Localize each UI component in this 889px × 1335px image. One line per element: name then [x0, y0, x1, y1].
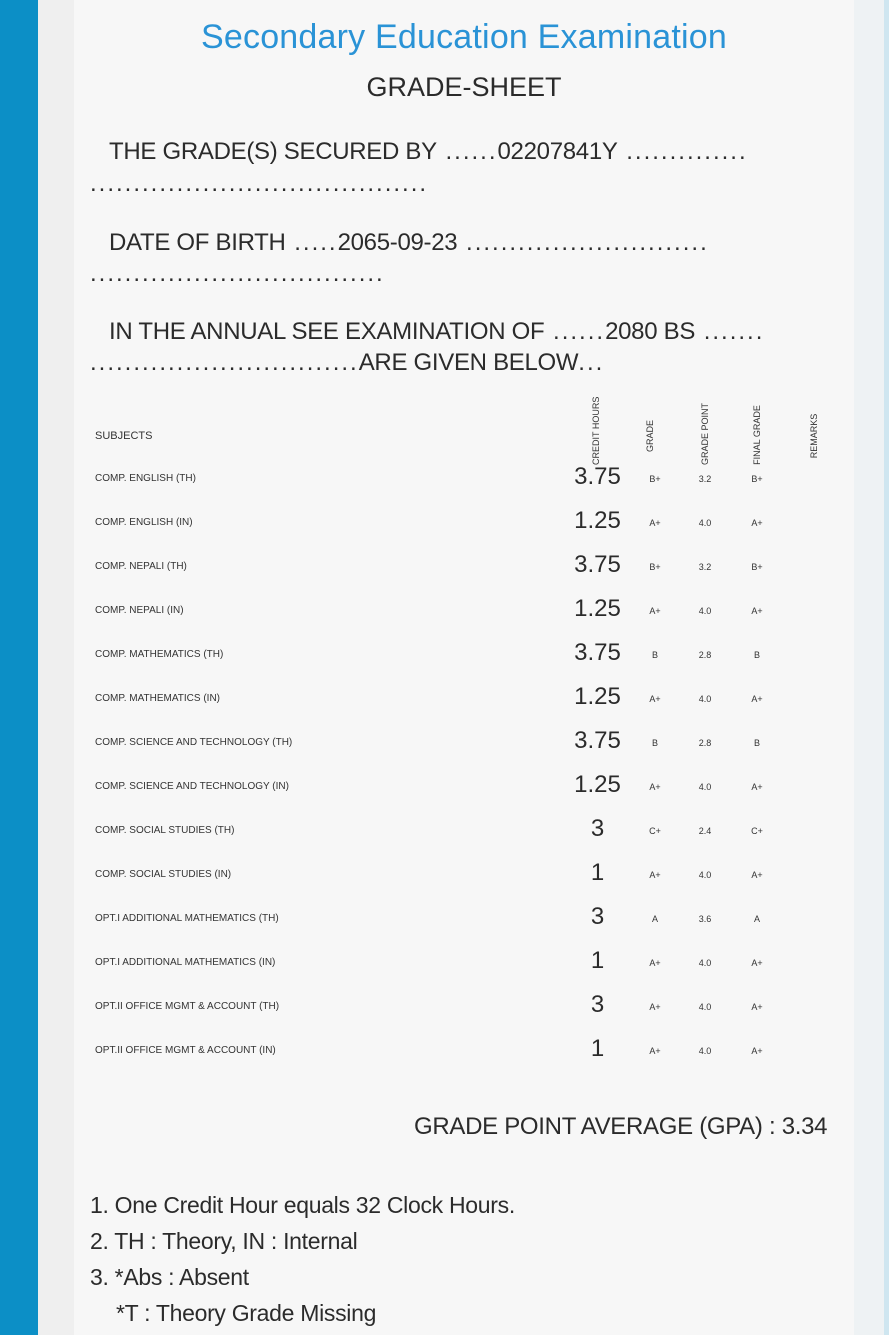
credit-hours: 3: [590, 991, 605, 1018]
subject-name: COMP. ENGLISH (TH): [95, 473, 196, 484]
header-subjects: SUBJECTS: [95, 430, 153, 442]
table-row: [0, 685, 889, 715]
grade-point: 3.2: [698, 562, 712, 572]
credit-hours: 1.25: [574, 683, 621, 710]
table-row: [0, 861, 889, 891]
final-grade: A+: [751, 1002, 763, 1012]
note-credit-hour: 1. One Credit Hour equals 32 Clock Hours.: [90, 1192, 515, 1218]
subject-name: COMP. MATHEMATICS (TH): [95, 649, 224, 660]
table-row: [0, 1037, 889, 1067]
grade-point: 3.6: [698, 914, 712, 924]
subject-name: COMP. SCIENCE AND TECHNOLOGY (IN): [95, 781, 289, 792]
table-row: [0, 509, 889, 539]
grade: B: [651, 650, 658, 660]
grade: A+: [649, 1046, 661, 1056]
final-grade: A+: [751, 958, 763, 968]
table-row: [0, 553, 889, 583]
dotted-continuation: .......................................: [90, 170, 429, 197]
final-grade: B+: [751, 474, 763, 484]
grade-point: 4.0: [698, 870, 712, 880]
subject-name: COMP. SCIENCE AND TECHNOLOGY (TH): [95, 737, 293, 748]
secured-by-line: THE GRADE(S) SECURED BY ......02207841Y ..............: [109, 138, 748, 165]
credit-hours: 1.25: [574, 507, 621, 534]
credit-hours: 1: [590, 1035, 605, 1062]
grade-point: 4.0: [698, 606, 712, 616]
credit-hours: 1: [590, 947, 605, 974]
credit-hours: 3.75: [574, 463, 621, 490]
grade: A+: [649, 1002, 661, 1012]
symbol-number: 02207841Y: [497, 138, 618, 165]
table-row: [0, 993, 889, 1023]
header-final-grade: FINAL GRADE: [752, 405, 762, 465]
final-grade: A+: [751, 606, 763, 616]
final-grade: A+: [751, 782, 763, 792]
subject-name: COMP. SOCIAL STUDIES (TH): [95, 825, 235, 836]
grade-point: 2.8: [698, 650, 712, 660]
header-grade-point: GRADE POINT: [700, 402, 710, 465]
grade-point: 4.0: [698, 782, 712, 792]
table-row: [0, 773, 889, 803]
gpa-line: [414, 1113, 827, 1141]
subject-name: COMP. MATHEMATICS (IN): [95, 693, 220, 704]
grade: B: [651, 738, 658, 748]
dob-line: DATE OF BIRTH .....2065-09-23 ............................: [109, 229, 709, 256]
table-row: [0, 949, 889, 979]
credit-hours: 3.75: [574, 639, 621, 666]
grade-point: 4.0: [698, 1002, 712, 1012]
credit-hours: 3: [590, 903, 605, 930]
gpa-value: 3.34: [781, 1113, 828, 1140]
grade-point: 4.0: [698, 518, 712, 528]
final-grade: A+: [751, 694, 763, 704]
grade-point: 3.2: [698, 474, 712, 484]
note-th-in: 2. TH : Theory, IN : Internal: [90, 1228, 358, 1254]
grade: A+: [649, 694, 661, 704]
note-absent: 3. *Abs : Absent: [90, 1264, 249, 1290]
subject-name: COMP. ENGLISH (IN): [95, 517, 193, 528]
credit-hours: 1.25: [574, 771, 621, 798]
grade-point: 4.0: [698, 1046, 712, 1056]
final-grade: A+: [751, 870, 763, 880]
table-row: [0, 597, 889, 627]
table-row: [0, 641, 889, 671]
grade-point: 2.8: [698, 738, 712, 748]
dotted-continuation: ..................................: [90, 260, 385, 287]
exam-year: 2080 BS: [605, 318, 696, 345]
credit-hours: 3: [590, 815, 605, 842]
grade: C+: [649, 826, 661, 836]
credit-hours: 3.75: [574, 551, 621, 578]
note-theory-missing: *T : Theory Grade Missing: [116, 1300, 377, 1326]
grade: A: [651, 914, 658, 924]
grade-point: 2.4: [698, 826, 712, 836]
grade-point: 4.0: [698, 694, 712, 704]
final-grade: A+: [751, 518, 763, 528]
credit-hours: 1: [590, 859, 605, 886]
sheet-subtitle: GRADE-SHEET: [366, 72, 562, 102]
subject-name: OPT.I ADDITIONAL MATHEMATICS (TH): [95, 913, 279, 924]
given-below-line: ...............................ARE GIVEN BELOW...: [90, 349, 605, 376]
final-grade: B: [753, 650, 760, 660]
final-grade: B: [753, 738, 760, 748]
given-below-text: ARE GIVEN BELOW: [358, 349, 579, 376]
subject-name: OPT.II OFFICE MGMT & ACCOUNT (IN): [95, 1045, 276, 1056]
credit-hours: 3.75: [574, 727, 621, 754]
table-row: [0, 817, 889, 847]
grade: A+: [649, 958, 661, 968]
grade: A+: [649, 606, 661, 616]
grade: A+: [649, 870, 661, 880]
dob-label: DATE OF BIRTH: [109, 229, 286, 256]
dob-value: 2065-09-23: [337, 229, 458, 256]
subject-name: COMP. SOCIAL STUDIES (IN): [95, 869, 232, 880]
final-grade: B+: [751, 562, 763, 572]
exam-title: Secondary Education Examination: [201, 18, 727, 56]
exam-label: IN THE ANNUAL SEE EXAMINATION OF: [109, 318, 545, 345]
header-credit-hours: CREDIT HOURS: [591, 396, 601, 465]
subject-name: OPT.I ADDITIONAL MATHEMATICS (IN): [95, 957, 276, 968]
table-row: [0, 729, 889, 759]
subject-name: OPT.II OFFICE MGMT & ACCOUNT (TH): [95, 1001, 280, 1012]
exam-line: IN THE ANNUAL SEE EXAMINATION OF ......2080 BS .......: [109, 318, 765, 345]
final-grade: A: [753, 914, 760, 924]
grade-point: 4.0: [698, 958, 712, 968]
table-row: [0, 905, 889, 935]
grade: B+: [649, 562, 661, 572]
final-grade: C+: [751, 826, 763, 836]
header-remarks: REMARKS: [809, 413, 819, 459]
subject-name: COMP. NEPALI (IN): [95, 605, 184, 616]
table-row: [0, 465, 889, 495]
grade: A+: [649, 518, 661, 528]
grade: B+: [649, 474, 661, 484]
header-grade: GRADE: [645, 420, 655, 453]
subject-name: COMP. NEPALI (TH): [95, 561, 187, 572]
secured-by-label: THE GRADE(S) SECURED BY: [109, 138, 437, 165]
grade: A+: [649, 782, 661, 792]
final-grade: A+: [751, 1046, 763, 1056]
gpa-label: GRADE POINT AVERAGE (GPA) :: [414, 1113, 776, 1140]
credit-hours: 1.25: [574, 595, 621, 622]
